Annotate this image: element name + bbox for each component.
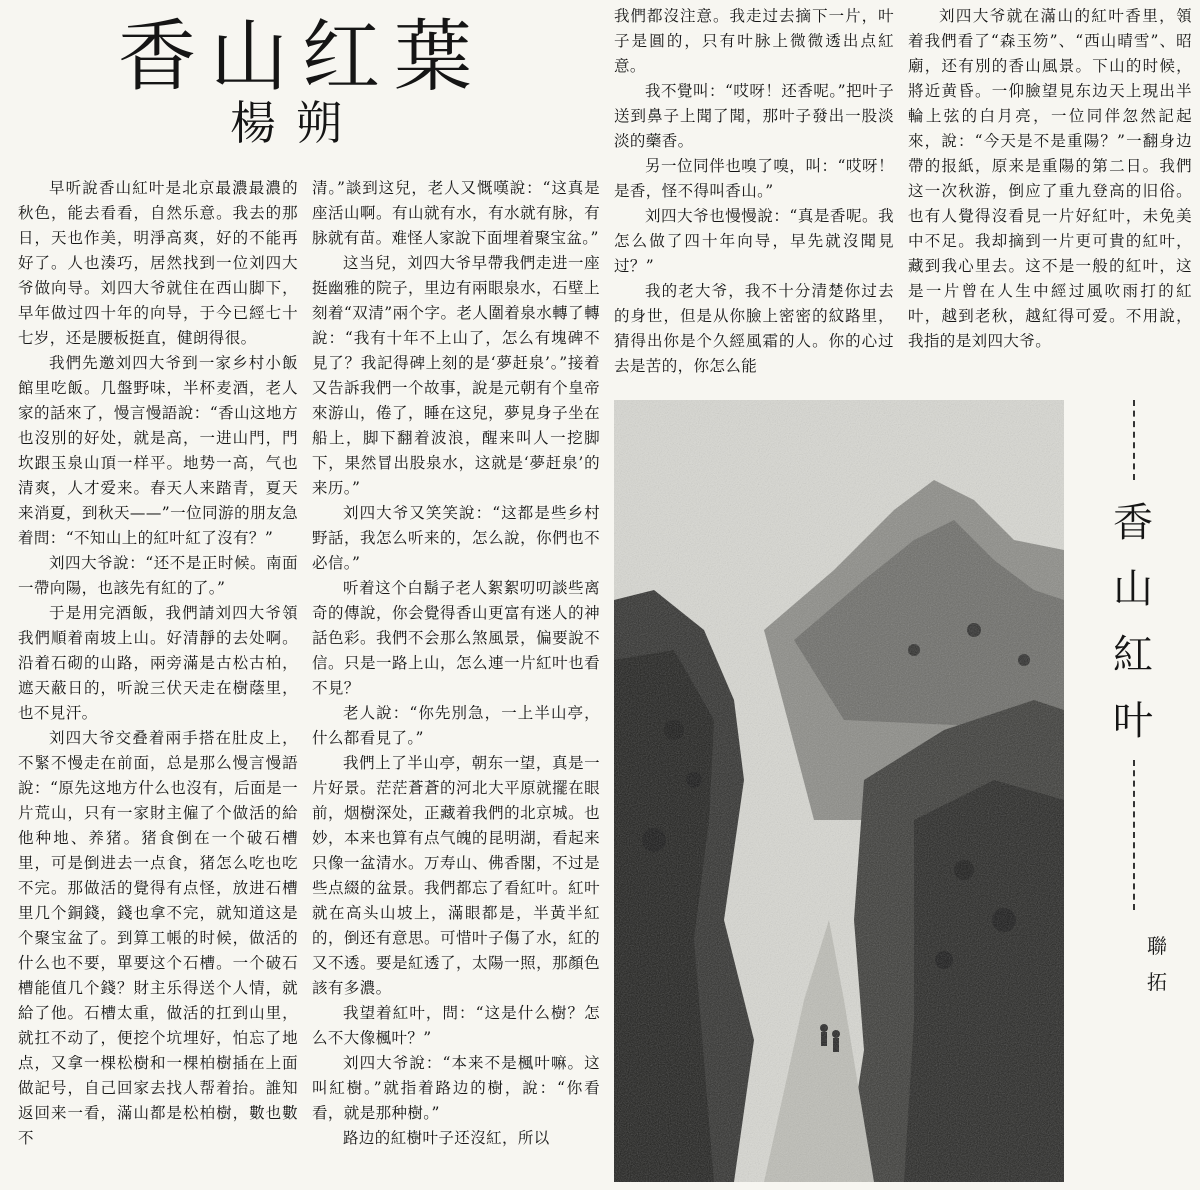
paragraph: 这当兒，刘四大爷早帶我們走进一座挺幽雅的院子，里边有兩眼泉水，石壁上刻着“双清”兩个字。老人圍着泉水轉了轉說：“我有十年不上山了，怎么有塊碑不見了？我記得碑上刻的是‘夢赶泉’。”接着又告訴我們一个故事，說是元朝有个皇帝來游山，倦了，睡在这兒，夢見身子坐在船上，脚下翻着波浪，醒来叫人一挖脚下，果然冒出股泉水，这就是‘夢赶泉’的来历。” [312, 254, 600, 497]
paragraph: 我們都沒注意。我走过去摘下一片，叶子是圓的，只有叶脉上微微透出点紅意。 [614, 7, 894, 75]
paragraph: 我的老大爷，我不十分清楚你过去的身世，但是从你臉上密密的紋路里，猜得出你是个久經風霜的人。你的心过去是苦的，你怎么能 [614, 282, 894, 375]
paragraph: 刘四大爷說：“本来不是楓叶嘛。这叫紅樹。”就指着路边的樹，說：“你看看，就是那种樹。” [312, 1054, 600, 1122]
text-column-3 [614, 4, 894, 379]
paragraph: 我們上了半山亭，朝东一望，真是一片好景。茫茫蒼蒼的河北大平原就擺在眼前，烟樹深处，正藏着我們的北京城。也妙，本来也算有点气魄的昆明湖，看起来只像一盆清水。万寿山、佛香閣，不过是些点綴的盆景。我們都忘了看紅叶。紅叶就在高头山坡上，滿眼都是，半黃半紅的，倒还有意思。可惜叶子傷了水，紅的又不透。要是紅透了，太陽一照，那顏色該有多濃。 [312, 754, 600, 997]
paragraph: 路边的紅樹叶子还沒紅，所以 [343, 1129, 550, 1147]
paragraph: 早听說香山紅叶是北京最濃最濃的秋色，能去看看，自然乐意。我去的那日，天也作美，明淨高爽，好的不能再好了。人也湊巧，居然找到一位刘四大爷做向导。刘四大爷就住在西山脚下，早年做过四十年的向导，于今已經七十七岁，还是腰板挺直，健朗得很。 [18, 179, 298, 347]
paragraph: 刘四大爷說：“还不是正时候。南面一帶向陽，也該先有紅的了。” [18, 554, 298, 597]
paragraph: 刘四大爷交叠着兩手搭在肚皮上，不緊不慢走在前面，总是那么慢言慢語說：“原先这地方什么也沒有，后面是一片荒山，只有一家財主僱了个做活的給他种地、养猪。猪食倒在一个破石槽里，可是倒进去一点食，猪怎么吃也吃不完。那做活的覺得有点怪，放进石槽里几个銅錢，錢也拿不完，就知道这是个聚宝盆了。到算工帳的时候，做活的什么也不要，單要这个石槽。一个破石槽能值几个錢？財主乐得送个人情，就給了他。石槽太重，做活的扛到山里，就扛不动了，便挖个坑埋好，怕忘了地点，又拿一棵松樹和一棵柏樹插在上面做記号，自己回家去找人帮着抬。誰知返回来一看，滿山都是松柏樹，數也數不 [18, 729, 298, 1147]
illustration-title: 香 山 紅 叶 [1113, 500, 1153, 744]
divider [1133, 760, 1135, 910]
text-column-1 [18, 176, 298, 1151]
illustration-artist: 聯 拓 [1147, 934, 1167, 994]
paragraph: 老人說：“你先別急，一上半山亭，什么都看見了。” [312, 704, 600, 747]
paragraph: 于是用完酒飯，我們請刘四大爷領我們順着南坡上山。好清靜的去处啊。沿着石砌的山路，兩旁滿是古松古柏，遮天蔽日的，听說三伏天走在樹蔭里，也不見汗。 [18, 604, 298, 722]
paragraph: 我望着紅叶，問：“这是什么樹？怎么不大像楓叶？” [312, 1004, 600, 1047]
paragraph: 我們先邀刘四大爷到一家乡村小飯館里吃飯。几盤野味，半杯麦酒，老人家的話來了，慢言慢語說：“香山这地方也沒別的好处，就是高，一进山門，門坎跟玉泉山頂一样平。地势一高，气也清爽，人才爱来。春天人来踏青，夏天来消夏，到秋天——”一位同游的朋友急着問：“不知山上的紅叶紅了沒有？” [18, 354, 298, 547]
divider [1133, 400, 1135, 480]
paragraph: 另一位同伴也嗅了嗅，叫：“哎呀！是香，怪不得叫香山。” [614, 157, 894, 200]
paragraph: 我不覺叫：“哎呀！还香呢。”把叶子送到鼻子上聞了聞，那叶子發出一股淡淡的藥香。 [614, 82, 894, 150]
text-column-4 [908, 4, 1192, 354]
paragraph: 刘四大爷也慢慢說：“真是香呢。我怎么做了四十年向导，早先就沒聞見过？” [614, 207, 894, 275]
paragraph: 听着这个白鬍子老人絮絮叨叨談些离奇的傳說，你会覺得香山更富有迷人的神話色彩。我們不会那么煞風景，偏要說不信。只是一路上山，怎么連一片紅叶也看不見？ [312, 579, 600, 697]
paragraph: 刘四大爷又笑笑說：“这都是些乡村野話，我怎么听来的，怎么說，你們也不必信。” [312, 504, 600, 572]
article-author: 楊朔 [230, 96, 362, 150]
article-title: 香山红葉 [118, 12, 487, 102]
illustration-caption [1075, 400, 1195, 1180]
landscape-painting-icon [614, 400, 1064, 1182]
paragraph: 清。”談到这兒，老人又慨嘆說：“这真是座活山啊。有山就有水，有水就有脉，有脉就有苗。难怪人家說下面埋着聚宝盆。” [312, 179, 600, 247]
paragraph: 刘四大爷就在滿山的紅叶香里，領着我們看了“森玉笏”、“西山晴雪”、昭廟，还有別的香山風景。下山的时候，將近黄昏。一仰臉望見东边天上現出半輪上弦的白月亮，一位同伴忽然記起來，說：“今天是不是重陽？”一翻身边帶的报紙，原来是重陽的第二日。我們这一次秋游，倒应了重九登高的旧俗。也有人覺得沒看見一片好紅叶，未免美中不足。我却摘到一片更可貴的紅叶，藏到我心里去。这不是一般的紅叶，这是一片曾在人生中經过風吹雨打的紅叶，越到老秋，越紅得可爱。不用說，我指的是刘四大爷。 [908, 7, 1192, 350]
text-column-2 [312, 176, 600, 1151]
